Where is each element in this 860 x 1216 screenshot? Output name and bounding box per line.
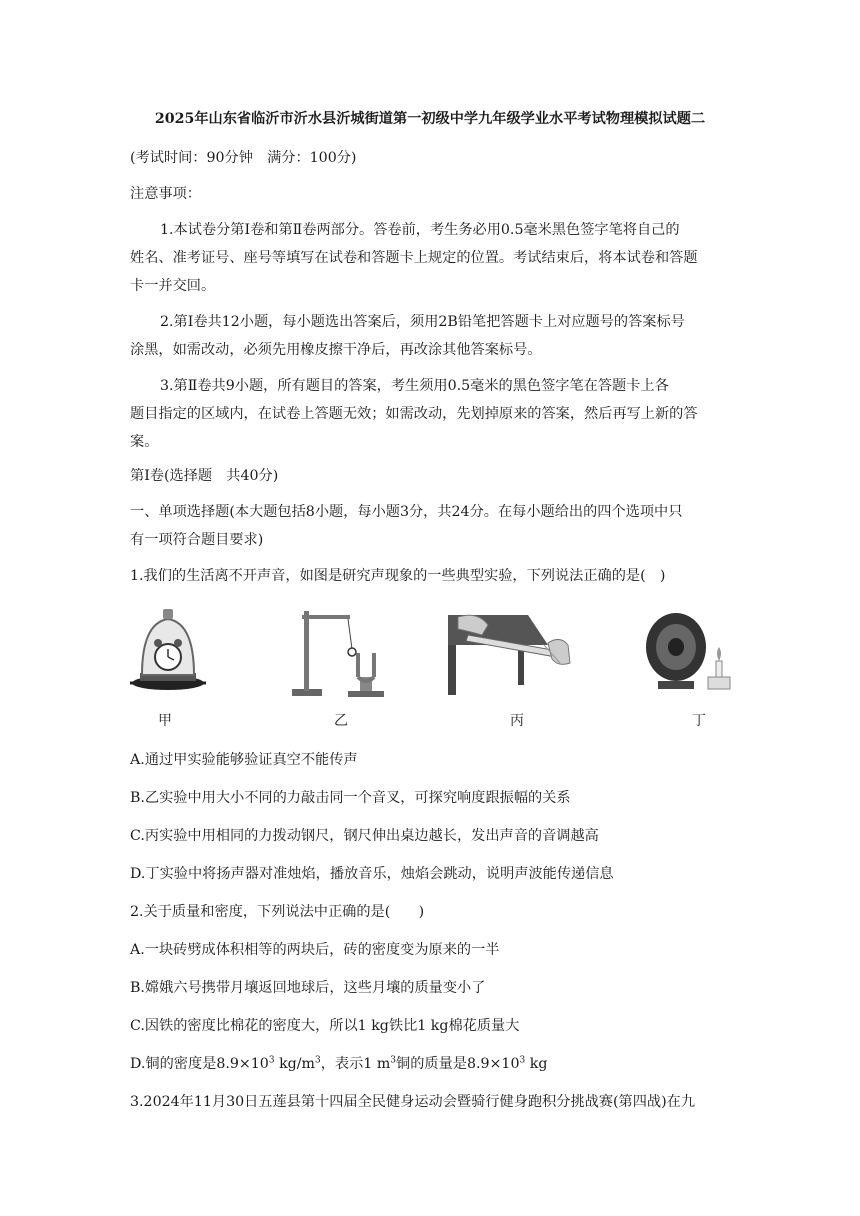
question-2-option-b: B.嫦娥六号携带月壤返回地球后，这些月壤的质量变小了 — [130, 980, 486, 996]
caption-jia: 甲 — [158, 713, 172, 729]
question-1-option-b: B.乙实验中用大小不同的力敲击同一个音叉，可探究响度跟振幅的关系 — [130, 790, 571, 806]
notice-3-line-1: 3.第Ⅱ卷共9小题，所有题目的答案，考生须用0.5毫米的黑色签字笔在答题卡上各 — [160, 378, 669, 394]
exam-info: (考试时间：90分钟 满分：100分) — [130, 150, 357, 166]
question-2-stem: 2.关于质量和密度，下列说法中正确的是( ) — [130, 904, 425, 920]
notice-1-line-2: 姓名、准考证号、座号等填写在试卷和答题卡上规定的位置。考试结束后，将本试卷和答题 — [130, 250, 698, 266]
notice-3-line-2: 题目指定的区域内，在试卷上答题无效；如需改动，先划掉原来的答案，然后再写上新的答 — [130, 406, 698, 422]
exam-title: 2025年山东省临沂市沂水县沂城街道第一初级中学九年级学业水平考试物理模拟试题二 — [154, 111, 706, 127]
notice-heading: 注意事项： — [130, 186, 201, 202]
notice-3-line-3: 案。 — [130, 434, 159, 450]
section-1-line-1: 一、单项选择题(本大题包括8小题，每小题3分，共24分。在每小题给出的四个选项中只 — [130, 504, 683, 520]
section-1-line-2: 有一项符合题目要求) — [130, 532, 264, 548]
question-2-option-c: C.因铁的密度比棉花的密度大，所以1 kg铁比1 kg棉花质量大 — [130, 1018, 520, 1034]
notice-2-line-1: 2.第Ⅰ卷共12小题，每小题选出答案后，须用2B铅笔把答题卡上对应题号的答案标号 — [160, 314, 685, 330]
notice-2-line-2: 涂黑，如需改动，必须先用橡皮擦干净后，再改涂其他答案标号。 — [130, 342, 542, 358]
question-1-figures — [120, 605, 740, 735]
notice-1-line-1: 1.本试卷分第Ⅰ卷和第Ⅱ卷两部分。答卷前，考生务必用0.5毫米黑色签字笔将自己的 — [160, 222, 680, 238]
question-1-option-d: D.丁实验中将扬声器对准烛焰，播放音乐，烛焰会跳动，说明声波能传递信息 — [130, 866, 614, 882]
question-3-line-1: 3.2024年11月30日五莲县第十四届全民健身运动会暨骑行健身跑积分挑战赛(第四战)在九 — [130, 1094, 696, 1110]
part-1-heading: 第Ⅰ卷(选择题 共40分) — [130, 468, 279, 484]
ruler-table-figure — [448, 605, 578, 700]
speaker-candle-figure — [638, 605, 738, 700]
notice-1-line-3: 卡一并交回。 — [130, 278, 216, 294]
question-1-option-c: C.丙实验中用相同的力拨动钢尺，钢尺伸出桌边越长，发出声音的音调越高 — [130, 828, 599, 844]
caption-bing: 丙 — [510, 713, 524, 729]
caption-yi: 乙 — [334, 713, 348, 729]
question-1-stem: 1.我们的生活离不开声音，如图是研究声现象的一些典型实验，下列说法正确的是( ) — [130, 568, 666, 584]
bell-jar-figure — [128, 605, 208, 695]
caption-ding: 丁 — [692, 713, 706, 729]
question-2-option-a: A.一块砖劈成体积相等的两块后，砖的密度变为原来的一半 — [130, 942, 500, 958]
tuning-fork-figure — [288, 605, 388, 700]
question-2-option-d: D.铜的密度是$8.9\times 10^3$ $kg/m^3$，表示1 $m^3$铜的质量是$8.9\times 10^3$ kg — [130, 1055, 548, 1072]
question-1-option-a: A.通过甲实验能够验证真空不能传声 — [130, 752, 358, 768]
